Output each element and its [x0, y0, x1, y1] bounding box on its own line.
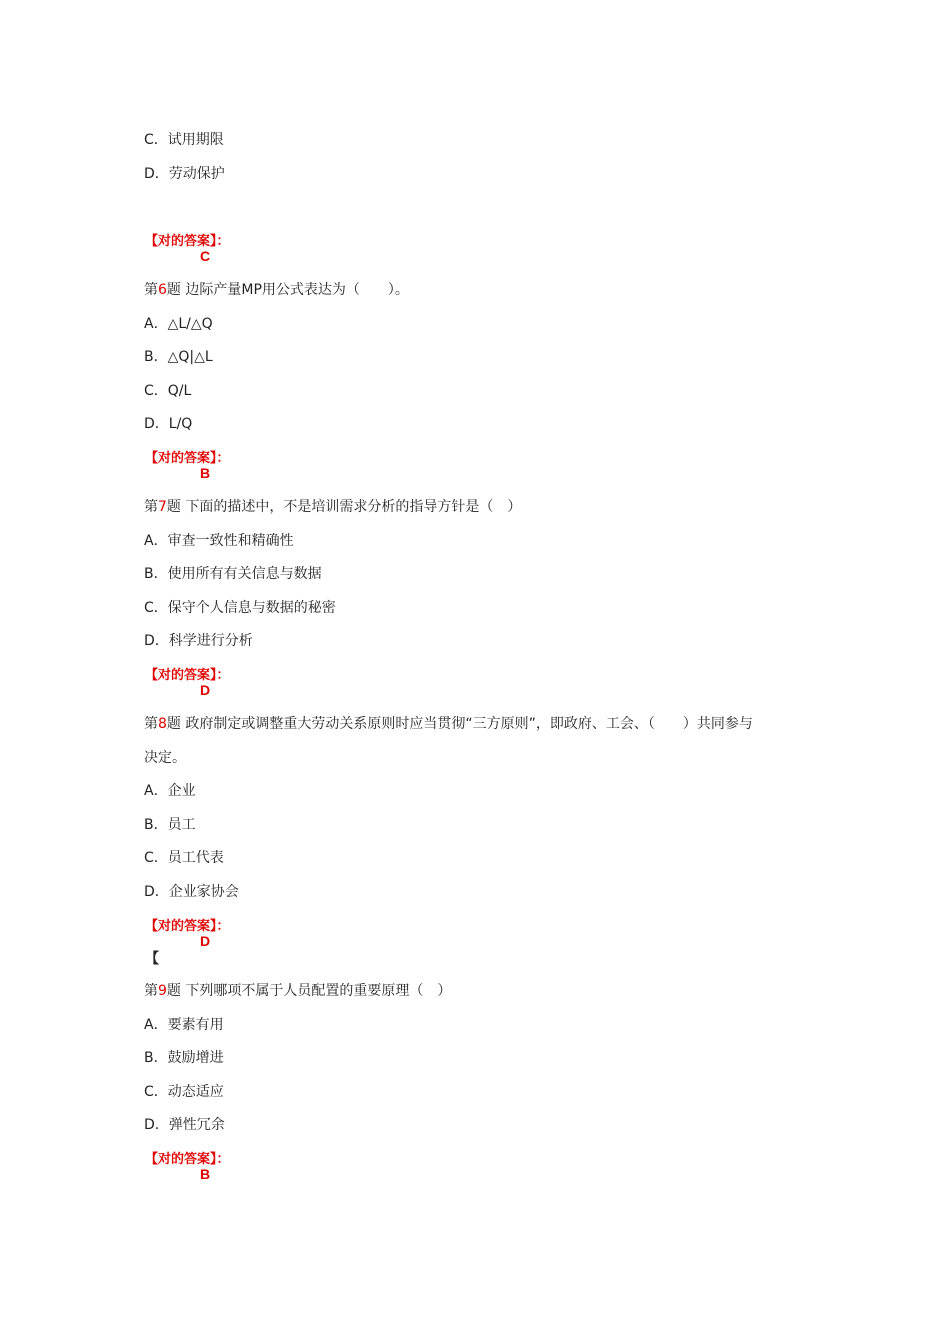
q5-option-c: D．劳动保护: [144, 166, 225, 182]
q9-text: 题 下列哪项不属于人员配置的重要原理（ ）: [166, 983, 452, 999]
q7-question: [144, 498, 521, 516]
q7-text: 题 下面的描述中，不是培训需求分析的指导方针是（ ）: [166, 499, 522, 515]
q8-option-c: C．员工代表: [144, 850, 224, 866]
q6-option-d: D．L/Q: [144, 416, 193, 432]
q6-option-c: C．Q/L: [144, 383, 192, 399]
q9-answer-value: B: [200, 1166, 211, 1182]
q6-number: 6: [158, 282, 167, 298]
q9-option-d: D．弹性冗余: [144, 1117, 225, 1133]
q8-option-d: D．企业家协会: [144, 884, 239, 900]
q6-option-a: A．△L/△Q: [144, 316, 213, 332]
stray-bracket: 【: [145, 951, 159, 967]
q6-text: 题 边际产量MP用公式表达为（ ）。: [166, 282, 409, 298]
q8-question-continuation: 决定。: [144, 750, 186, 766]
q7-answer-label: 【对的答案】：: [145, 667, 230, 682]
q9-option-b: B．鼓励增进: [144, 1050, 224, 1066]
q7-option-c: C．保守个人信息与数据的秘密: [144, 600, 336, 616]
q8-option-b: B．员工: [144, 817, 196, 833]
q9-option-a: A．要素有用: [144, 1017, 224, 1033]
q7-option-a: A．审查一致性和精确性: [144, 533, 294, 549]
q8-question: [144, 715, 753, 733]
q9-number: 9: [158, 983, 167, 999]
q7-answer-value: D: [200, 682, 211, 698]
q8-answer-value: D: [200, 933, 211, 949]
q6-option-b: B．△Q|△L: [144, 349, 213, 365]
q9-question: [144, 982, 451, 1000]
q6-question: [144, 281, 409, 299]
q8-number: 8: [158, 716, 167, 732]
q7-number: 7: [158, 499, 167, 515]
q9-prefix: 第: [144, 983, 158, 999]
q9-option-c: C．动态适应: [144, 1084, 224, 1100]
q7-option-b: B．使用所有有关信息与数据: [144, 566, 322, 582]
q8-prefix: 第: [144, 716, 158, 732]
q8-option-a: A．企业: [144, 783, 196, 799]
q9-answer-label: 【对的答案】：: [145, 1151, 230, 1166]
q6-prefix: 第: [144, 282, 158, 298]
q7-option-d: D．科学进行分析: [144, 633, 253, 649]
q5-answer-label: 【对的答案】：: [145, 233, 230, 248]
q5-answer-value: C: [200, 248, 211, 264]
q7-prefix: 第: [144, 499, 158, 515]
q5-option-b: C．试用期限: [144, 132, 224, 148]
q6-answer-value: B: [200, 465, 211, 481]
q6-answer-label: 【对的答案】：: [145, 450, 230, 465]
q8-answer-label: 【对的答案】：: [145, 918, 230, 933]
q8-text: 题 政府制定或调整重大劳动关系原则时应当贯彻“三方原则”，即政府、工会、（ ）共同参与: [166, 716, 753, 732]
